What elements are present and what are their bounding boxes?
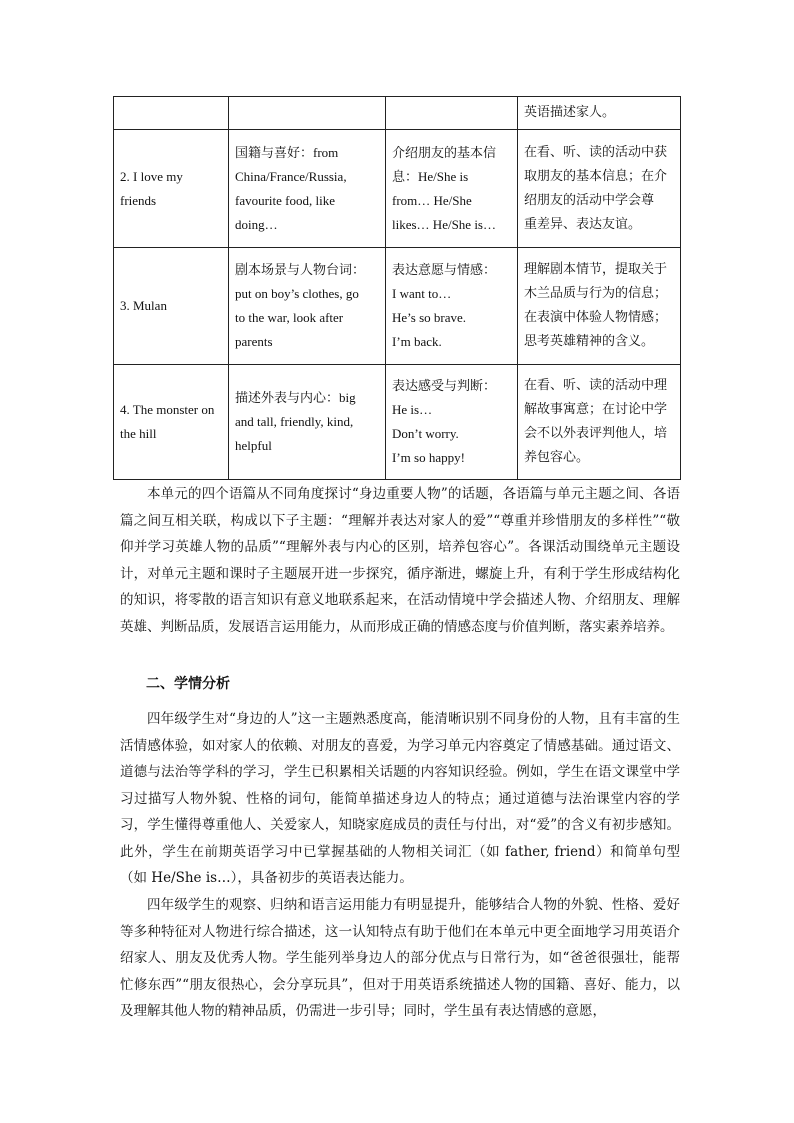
cell-line: doing… [235,216,278,232]
unit-title-cell: 3. Mulan [114,248,229,365]
cell-line: 木兰品质与行为的信息； [524,286,668,301]
cell-line: I’m so happy! [392,450,465,465]
cell-line: He’s so brave. [392,310,467,325]
cell-line: 表达意愿与情感： [392,262,497,277]
cell-line: I’m back. [392,334,442,349]
expression-cell [386,365,518,480]
table-cell [114,97,229,130]
cell-line: 重差异、表达友谊。 [524,216,642,232]
cell-line: 剧本场景与人物台词： [235,262,366,277]
cell-line: and tall, friendly, kind, [235,414,354,429]
cell-line: 会不以外表评判他人，培 [524,426,668,441]
cell-line: 绍朋友的活动中学会尊 [524,192,655,208]
goal-cell [518,365,681,480]
table-row [114,130,681,248]
expression-cell [386,130,518,248]
cell-line: 表达感受与判断： [392,378,497,393]
cell-line: favourite food, like [235,192,335,208]
cell-line: 在看、听、读的活动中理 [524,378,668,393]
cell-line: likes… He/She is… [392,216,496,232]
cell-line: 思考英雄精神的含义。 [524,334,655,349]
unit-title-cell: 4. The monster on the hill [114,365,229,480]
table-cell: 英语描述家人。 [518,97,681,130]
cell-line: 理解剧本情节，提取关于 [524,262,668,277]
cell-line: from… He/She [392,192,472,208]
table-cell [229,97,386,130]
cell-line: to the war, look after [235,310,344,325]
language-cell [229,365,386,480]
unit-content-table [113,96,681,480]
goal-cell [518,130,681,248]
table-cell [386,97,518,130]
language-cell [229,248,386,365]
expression-cell [386,248,518,365]
cell-line: Don’t worry. [392,426,459,441]
cell-line: 息：He/She is [392,168,469,184]
cell-line: He is… [392,402,433,417]
cell-line: put on boy’s clothes, go [235,286,359,301]
cell-line: helpful [235,438,272,453]
table-row [114,97,681,130]
table-row [114,248,681,365]
section-heading: 二、学情分析 [146,676,230,692]
cell-line: 取朋友的基本信息；在介 [524,168,668,184]
cell-line: 介绍朋友的基本信 [392,144,497,160]
cell-line: 描述外表与内心：big [235,390,356,405]
table-row [114,365,681,480]
analysis-paragraph-2: 四年级学生的观察、归纳和语言运用能力有明显提升，能够结合人物的外貌、性格、爱好等多种特征对人物进行综合描述，这一认知特点有助于他们在本单元中更全面地学习用英语介绍家人、朋友及优秀人物。学生能列举身边人的部分优点与日常行为，如“爸爸很强壮，能帮忙修东西”“朋友很热心，会分享玩具”，但对于用英语系统描述人物的国籍、喜好、能力，以及理解其他人物的精神品质，仍需进一步引导；同时，学生虽有表达情感的意愿， [120,897,680,1019]
summary-paragraph: 本单元的四个语篇从不同角度探讨“身边重要人物”的话题，各语篇与单元主题之间、各语篇之间互相关联，构成以下子主题：“理解并表达对家人的爱”“尊重并珍惜朋友的多样性”“敬仰并学习英雄人物的品质”“理解外表与内心的区别，培养包容心”。各课活动围绕单元主题设计，对单元主题和课时子主题展开进一步探究，循序渐进，螺旋上升，有利于学生形成结构化的知识，将零散的语言知识有意义地联系起来，在活动情境中学会描述人物、介绍朋友、理解英雄、判断品质，发展语言运用能力，从而形成正确的情感态度与价值判断，落实素养培养。 [120,486,680,635]
cell-line: parents [235,334,273,349]
cell-line: China/France/Russia, [235,168,347,184]
cell-line: 养包容心。 [524,450,590,465]
cell-line: 在看、听、读的活动中获 [524,144,668,160]
cell-line: 解故事寓意；在讨论中学 [524,402,668,417]
cell-line: 国籍与喜好：from [235,144,339,160]
goal-cell [518,248,681,365]
unit-title-cell: 2. I love my friends [114,130,229,248]
language-cell [229,130,386,248]
analysis-paragraph: 四年级学生对“身边的人”这一主题熟悉度高，能清晰识别不同身份的人物，且有丰富的生活情感体验，如对家人的依赖、对朋友的喜爱，为学习单元内容奠定了情感基础。通过语文、道德与法治等学科的学习，学生已积累相关话题的内容知识经验。例如，学生在语文课堂中学习过描写人物外貌、性格的词句，能简单描述身边人的特点；通过道德与法治课堂内容的学习，学生懂得尊重他人、关爱家人，知晓家庭成员的责任与付出，对“爱”的含义有初步感知。此外，学生在前期英语学习中已掌握基础的人物相关词汇（如 father, friend）和简单句型（如 He/She is…），具备初步的英语表达能力。 [120,711,680,886]
cell-line: I want to… [392,286,452,301]
cell-line: 在表演中体验人物情感； [524,310,668,325]
